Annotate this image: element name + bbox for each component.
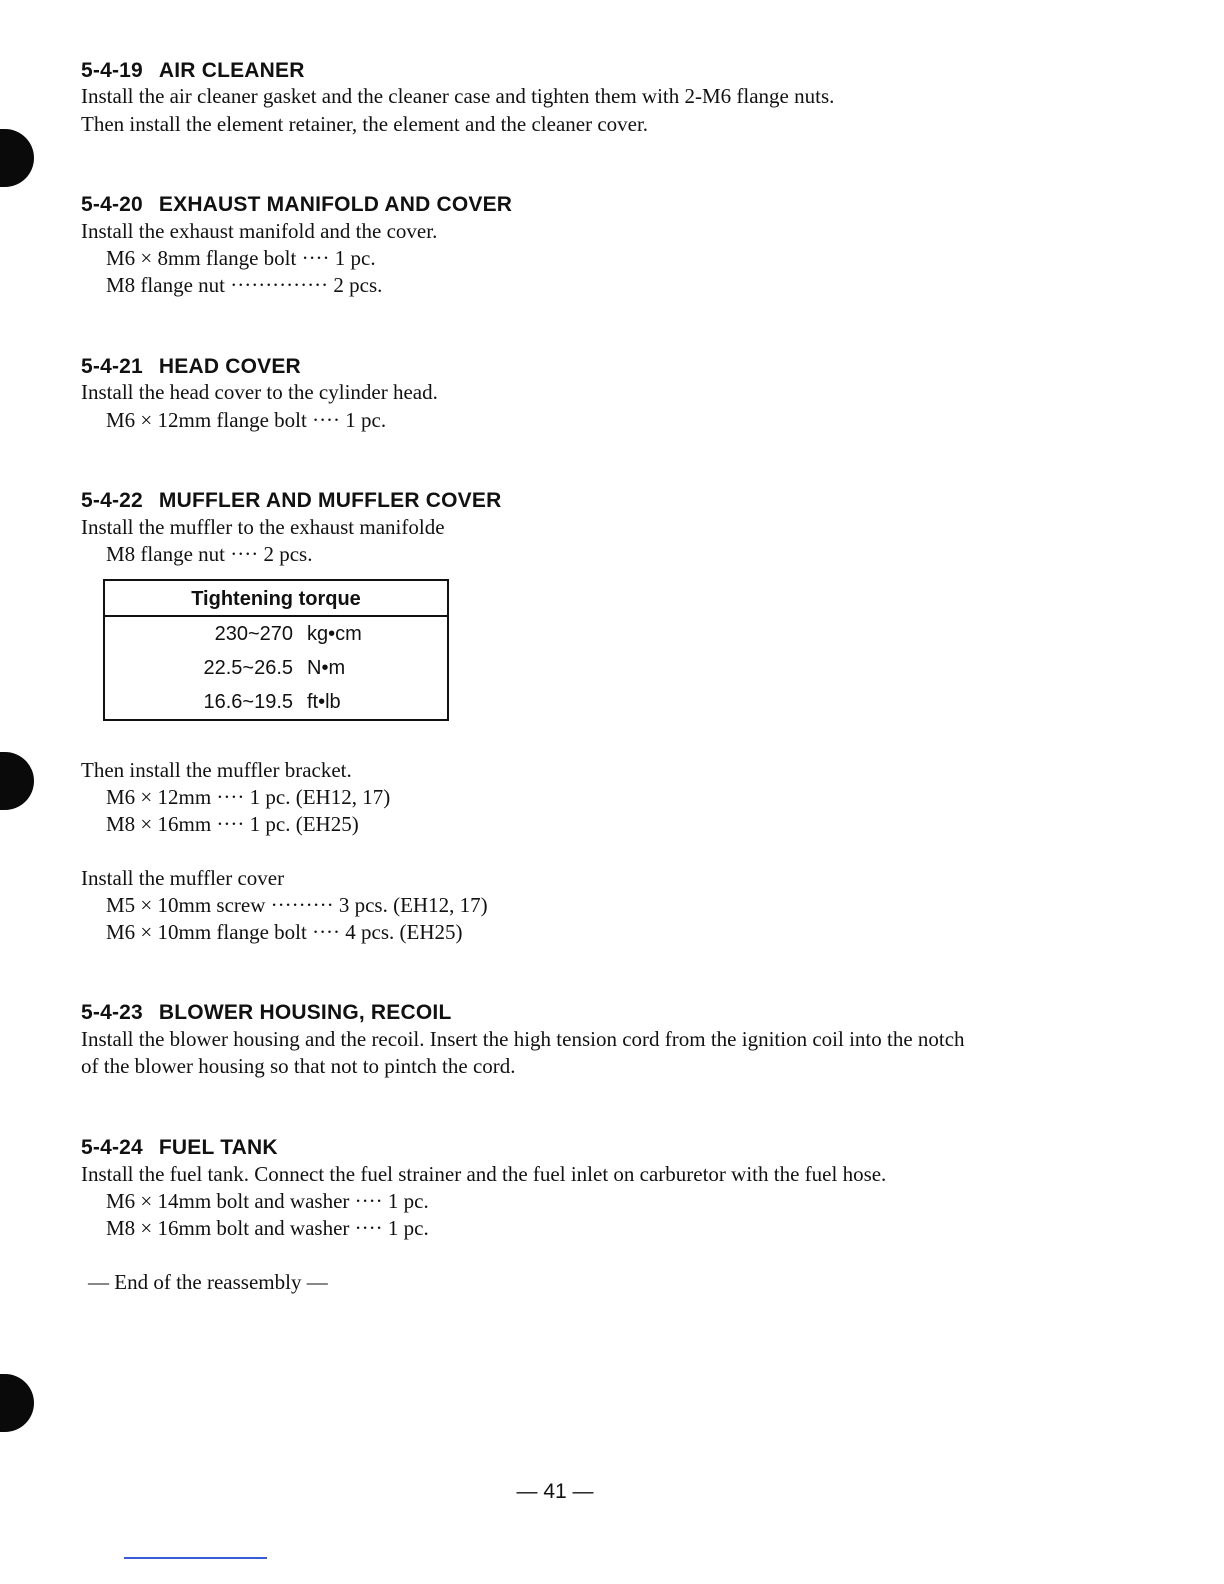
body-line: Then install the element retainer, the element and the cleaner cover. <box>81 112 649 136</box>
spec-line: M8 × 16mm bolt and washer ···· 1 pc. <box>106 1216 429 1240</box>
section-heading-muffler <box>81 488 501 514</box>
torque-value: 16.6~19.5 <box>203 691 293 713</box>
section-title: MUFFLER AND MUFFLER COVER <box>158 489 502 512</box>
section-number: 5-4-19 <box>81 59 143 82</box>
spec-line: M8 flange nut ···· 2 pcs. <box>106 542 313 566</box>
footer-rule <box>124 1557 267 1559</box>
section-heading-head-cover <box>81 354 301 380</box>
section-number: 5-4-23 <box>81 1001 143 1024</box>
binder-hole <box>0 1374 34 1432</box>
spec-line: M8 flange nut ·············· 2 pcs. <box>106 273 383 297</box>
section-heading-fuel-tank <box>81 1135 278 1161</box>
spec-line: M8 × 16mm ···· 1 pc. (EH25) <box>106 812 359 836</box>
body-line: Then install the muffler bracket. <box>81 758 352 782</box>
section-number: 5-4-20 <box>81 193 143 216</box>
torque-table-row <box>105 651 447 685</box>
body-line: of the blower housing so that not to pintch the cord. <box>81 1054 516 1078</box>
torque-unit: kg•cm <box>307 623 362 645</box>
spec-line: M6 × 8mm flange bolt ···· 1 pc. <box>106 246 376 270</box>
section-title: HEAD COVER <box>158 355 301 378</box>
section-heading-blower-housing <box>81 1000 451 1026</box>
section-number: 5-4-21 <box>81 355 143 378</box>
section-heading-air-cleaner <box>81 58 305 84</box>
torque-value: 22.5~26.5 <box>203 657 293 679</box>
body-line: Install the blower housing and the recoil. Insert the high tension cord from the ignition coil into the notch <box>81 1027 965 1051</box>
end-note: — End of the reassembly — <box>88 1270 328 1294</box>
spec-line: M5 × 10mm screw ········· 3 pcs. (EH12, 17) <box>106 893 488 917</box>
section-title: BLOWER HOUSING, RECOIL <box>158 1001 452 1024</box>
torque-unit: N•m <box>307 657 346 679</box>
body-line: Install the exhaust manifold and the cover. <box>81 219 438 243</box>
torque-unit: ft•lb <box>307 691 341 713</box>
spec-line: M6 × 14mm bolt and washer ···· 1 pc. <box>106 1189 429 1213</box>
torque-table-row <box>105 617 447 651</box>
section-heading-exhaust-manifold <box>81 192 512 218</box>
torque-value: 230~270 <box>214 623 293 645</box>
body-line: Install the air cleaner gasket and the cleaner case and tighten them with 2-M6 flange nuts. <box>81 84 835 108</box>
body-line: Install the muffler to the exhaust manifolde <box>81 515 445 539</box>
spec-line: M6 × 12mm flange bolt ···· 1 pc. <box>106 408 387 432</box>
torque-table-header: Tightening torque <box>105 581 447 617</box>
section-number: 5-4-22 <box>81 489 143 512</box>
section-title: FUEL TANK <box>158 1136 278 1159</box>
section-number: 5-4-24 <box>81 1136 143 1159</box>
body-line: Install the fuel tank. Connect the fuel strainer and the fuel inlet on carburetor with the fuel hose. <box>81 1162 887 1186</box>
binder-hole <box>0 129 34 187</box>
spec-line: M6 × 10mm flange bolt ···· 4 pcs. (EH25) <box>106 920 463 944</box>
torque-table-row <box>105 685 447 719</box>
page-number: — 41 — <box>516 1480 594 1503</box>
binder-hole <box>0 752 34 810</box>
body-line: Install the head cover to the cylinder head. <box>81 380 438 404</box>
section-title: AIR CLEANER <box>158 59 305 82</box>
body-line: Install the muffler cover <box>81 866 285 890</box>
torque-table <box>103 579 449 721</box>
spec-line: M6 × 12mm ···· 1 pc. (EH12, 17) <box>106 785 391 809</box>
section-title: EXHAUST MANIFOLD AND COVER <box>158 193 513 216</box>
